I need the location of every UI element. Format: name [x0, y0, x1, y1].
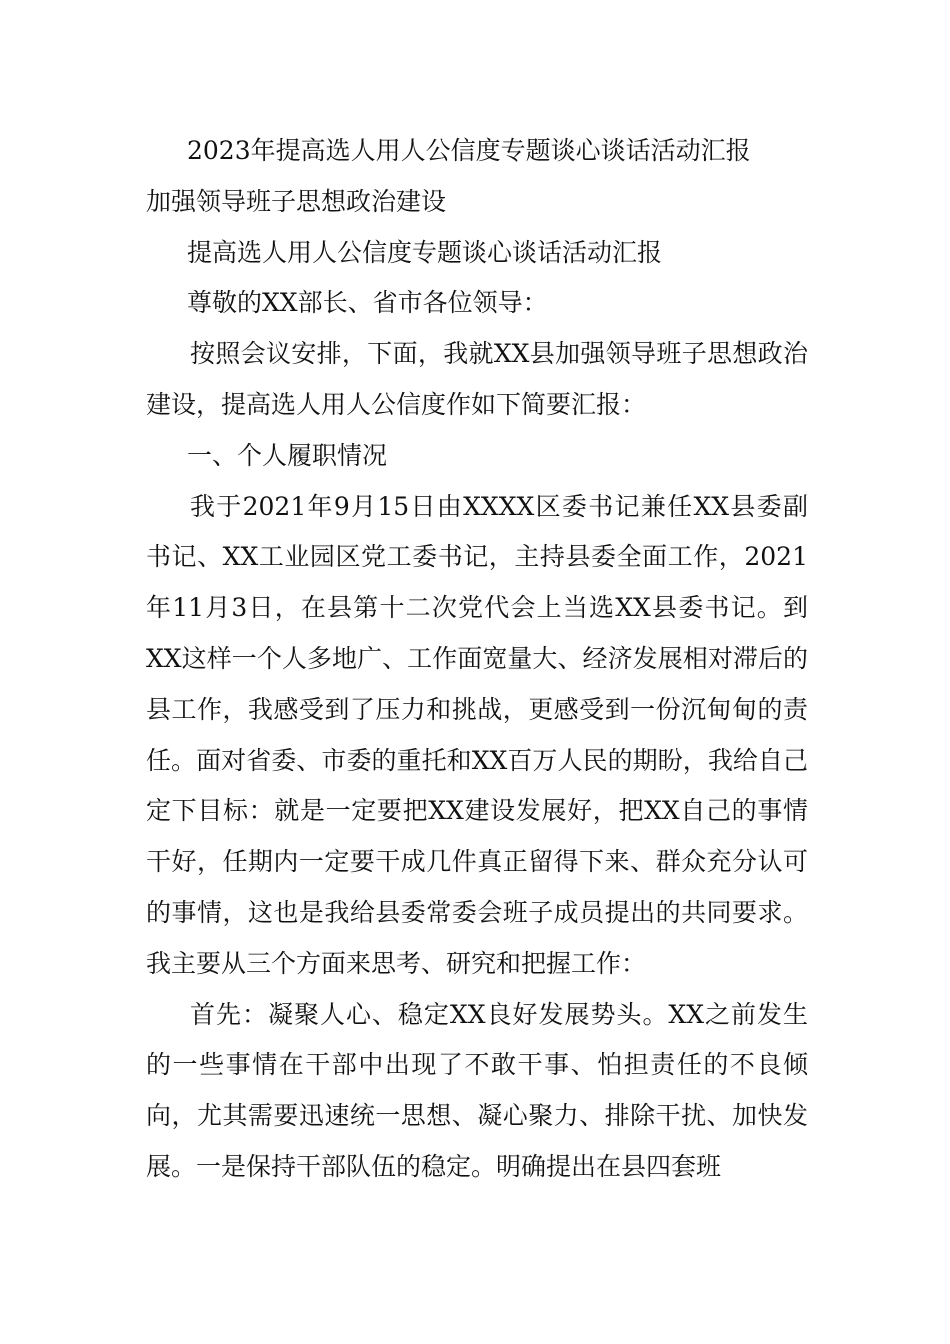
document-heading: 提高选人用人公信度专题谈心谈话活动汇报	[187, 237, 663, 267]
section-body-paragraph: 我于2021年9月15日由XXXX区委书记兼任XX县委副书记、XX工业园区党工委书记，主持县委全面工作，2021年11月3日，在县第十二次党代会上当选XX县委书记。到XX这样一个人多地广、工作面宽量大、经济发展相对滞后的县工作，我感受到了压力和挑战，更感受到一份沉甸甸的责任。面对省委、市委的重托和XX百万人民的期盼，我给自己定下目标：就是一定要把XX建设发展好，把XX自己的事情干好，任期内一定要干成几件真正留得下来、群众充分认可的事情，这也是我给县委常委会班子成员提出的共同要求。我主要从三个方面来思考、研究和把握工作：	[146, 491, 808, 978]
document-subtitle: 加强领导班子思想政治建设	[146, 186, 447, 216]
document-body	[146, 126, 808, 1193]
intro-paragraph: 按照会议安排，下面，我就XX县加强领导班子思想政治建设，提高选人用人公信度作如下简要汇报：	[146, 339, 808, 419]
first-point-paragraph: 首先：凝聚人心、稳定XX良好发展势头。XX之前发生的一些事情在干部中出现了不敢干事、怕担责任的不良倾向，尤其需要迅速统一思想、凝心聚力、排除干扰、加快发展。一是保持干部队伍的稳定。明确提出在县四套班	[146, 999, 808, 1181]
section-heading: 一、个人履职情况	[187, 440, 388, 470]
salutation: 尊敬的XX部长、省市各位领导：	[187, 288, 548, 318]
document-title: 2023年提高选人用人公信度专题谈心谈话活动汇报	[187, 136, 751, 165]
